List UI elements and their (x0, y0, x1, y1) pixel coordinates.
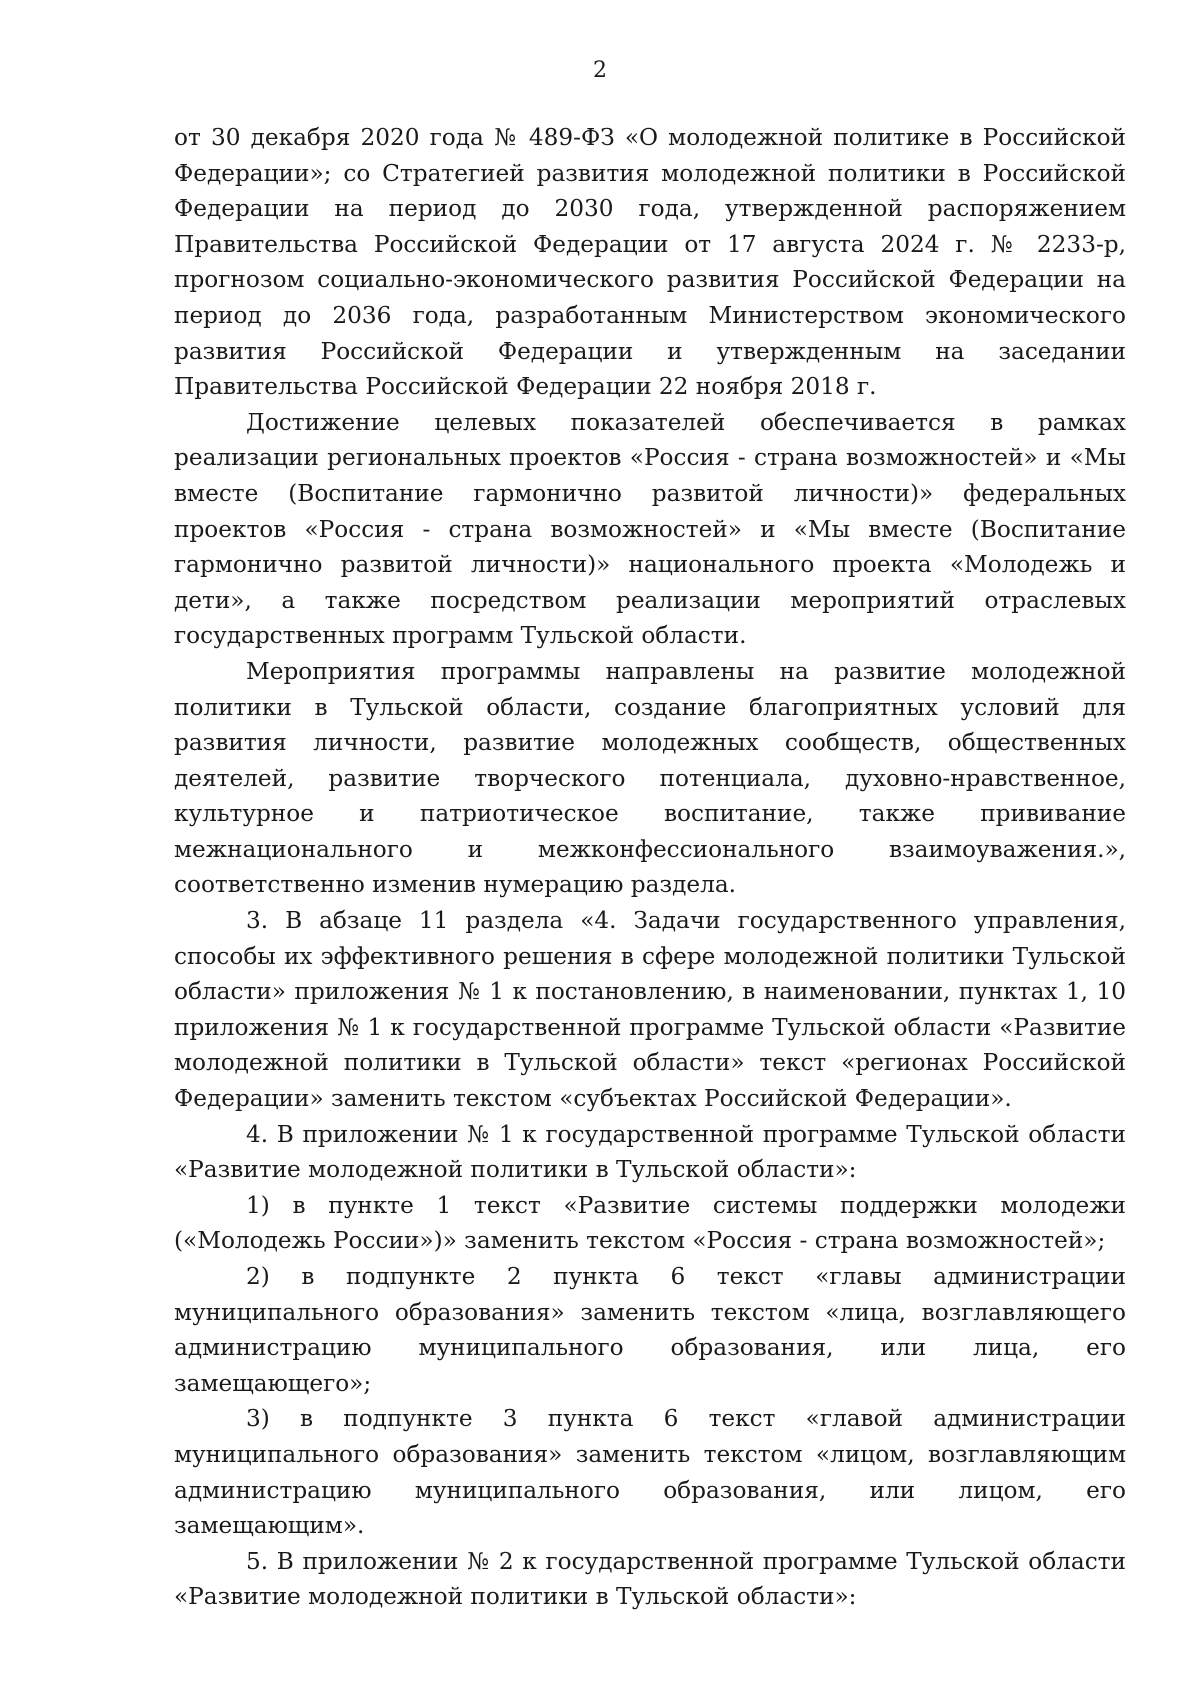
paragraph-legal-basis: от 30 декабря 2020 года № 489-ФЗ «О молодежной политике в Российской Федерации»; со Стратегией развития молодежной политики в Российской Федерации на период до 2030 года, утвержденной распоряжением Правительства Российской Федерации от 17 августа 2024 г. № 2233-р, прогнозом социально-экономического развития Российской Федерации на период до 2036 года, разработанным Министерством экономического развития Российской Федерации и утвержденным на заседании Правительства Российской Федерации 22 ноября 2018 г. (174, 124, 1126, 401)
paragraph-item-5: 5. В приложении № 2 к государственной программе Тульской области «Развитие молодежной политики в Тульской области»: (174, 1547, 1126, 1611)
paragraph-subitem-1: 1) в пункте 1 текст «Развитие системы поддержки молодежи («Молодежь России»)» заменить текстом «Россия - страна возможностей»; (174, 1191, 1126, 1255)
paragraph-program-activities: Мероприятия программы направлены на развитие молодежной политики в Тульской области, создание благоприятных условий для развития личности, развитие молодежных сообществ, общественных деятелей, развитие творческого потенциала, духовно-нравственное, культурное и патриотическое воспитание, также прививание межнационального и межконфессионального взаимоуважения.», соответственно изменив нумерацию раздела. (174, 657, 1126, 899)
paragraph-subitem-3: 3) в подпункте 3 пункта 6 текст «главой администрации муниципального образования» заменить текстом «лицом, возглавляющим администрацию муниципального образования, или лицом, его замещающим». (174, 1405, 1126, 1540)
paragraph-item-3: 3. В абзаце 11 раздела «4. Задачи государственного управления, способы их эффективного решения в сфере молодежной политики Тульской области» приложения № 1 к постановлению, в наименовании, пунктах 1, 10 приложения № 1 к государственной программе Тульской области «Развитие молодежной политики в Тульской области» текст «регионах Российской Федерации» заменить текстом «субъектах Российской Федерации». (174, 907, 1126, 1113)
paragraph-item-4: 4. В приложении № 1 к государственной программе Тульской области «Развитие молодежной политики в Тульской области»: (174, 1120, 1126, 1184)
document-body (174, 120, 1126, 1615)
paragraph-subitem-2: 2) в подпункте 2 пункта 6 текст «главы администрации муниципального образования» заменить текстом «лица, возглавляющего администрацию муниципального образования, или лица, его замещающего»; (174, 1263, 1126, 1397)
paragraph-target-indicators: Достижение целевых показателей обеспечивается в рамках реализации региональных проектов «Россия - страна возможностей» и «Мы вместе (Воспитание гармонично развитой личности)» федеральных проектов «Россия - страна возможностей» и «Мы вместе (Воспитание гармонично развитой личности)» национального проекта «Молодежь и дети», а также посредством реализации мероприятий отраслевых государственных программ Тульской области. (174, 408, 1126, 650)
page-number: 2 (593, 58, 607, 83)
